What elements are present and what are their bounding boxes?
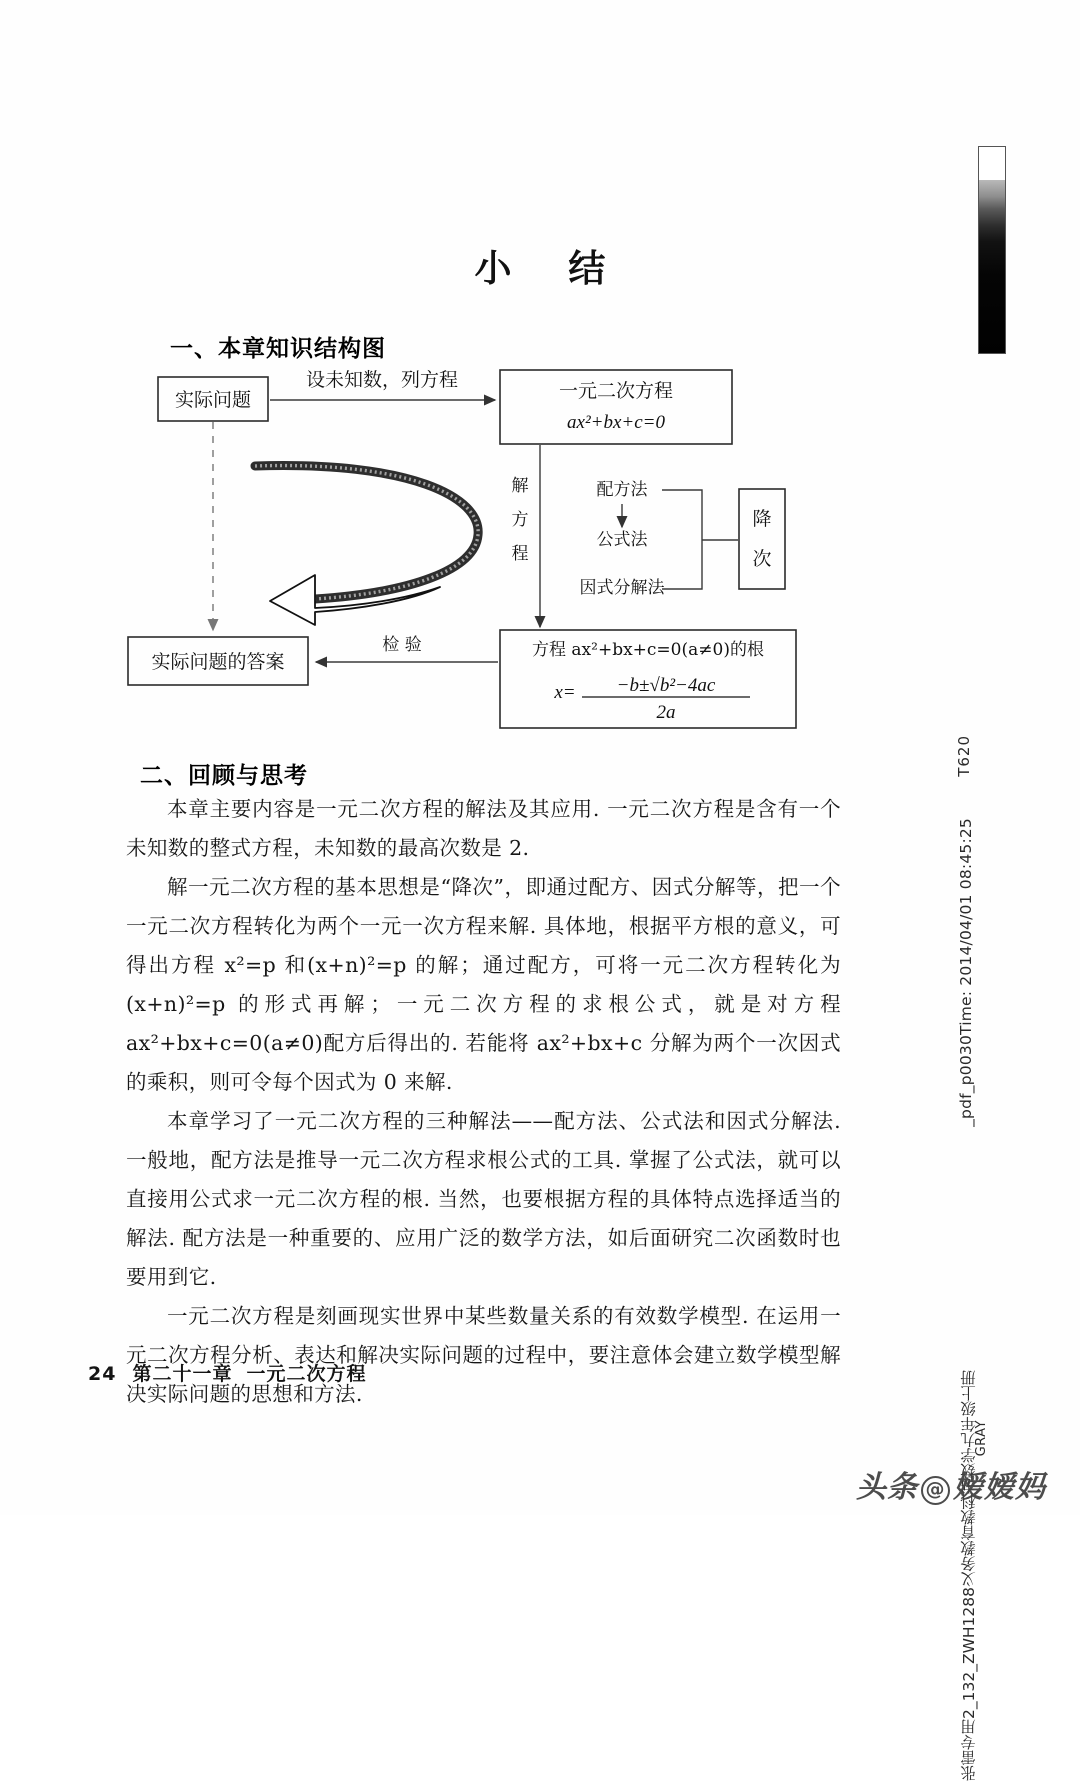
edge-solve-equation-label-char2: 方 xyxy=(511,510,529,530)
grayscale-calibration-strip xyxy=(978,146,1006,354)
scan-owner-label: 张雷专用2_132_ZWH1288义务教育教科书数学九年级上册 xyxy=(960,1370,978,1781)
scan-code-label: T620 xyxy=(955,735,973,777)
node-quadratic-equation-formula: ax²+bx+c=0 xyxy=(567,412,665,433)
section-heading-review-and-reflect: 二、回顾与思考 xyxy=(140,763,308,789)
watermark xyxy=(856,1462,1046,1506)
scan-identifier-label: _pdf_p0030Time: 2014/04/01 08:45:25 xyxy=(957,818,975,1127)
section-heading-knowledge-structure: 一、本章知识结构图 xyxy=(170,336,386,362)
body-text xyxy=(126,790,841,1414)
page-number: 24 xyxy=(88,1363,117,1385)
edge-set-unknown-label: 设未知数，列方程 xyxy=(305,369,459,391)
paragraph-3: 本章学习了一元二次方程的三种解法——配方法、公式法和因式分解法. 一般地，配方法是推导一元二次方程求根公式的工具. 掌握了公式法，就可以直接用公式求一元二次方程的根. 当然，也要根据方程的具体特点选择适当的解法. 配方法是一种重要的、应用广泛的数学方法，如后面研究二次函数时也要用到它. xyxy=(126,1109,841,1289)
edge-solve-equation-label-char3: 程 xyxy=(511,544,529,564)
page-title: 小 结 xyxy=(474,246,628,290)
watermark-source: 头条 xyxy=(856,1470,918,1505)
footer-chapter: 第二十一章 xyxy=(132,1363,233,1385)
watermark-handle: 嫒嫒妈 xyxy=(953,1470,1046,1505)
node-reduce-degree-char2: 次 xyxy=(752,548,772,570)
at-sign-icon: @ xyxy=(921,1476,950,1505)
curved-swoosh-arrow xyxy=(255,466,478,625)
node-quadratic-equation-title: 一元二次方程 xyxy=(558,380,674,402)
edge-verify-label: 检 验 xyxy=(382,635,422,655)
node-roots-title: 方程 ax²+bx+c=0(a≠0)的根 xyxy=(532,640,764,660)
scan-color-mode-label: GRAY xyxy=(974,1420,989,1457)
paragraph-4: 一元二次方程是刻画现实世界中某些数量关系的有效数学模型. 在运用一元二次方程分析、表达和解决实际问题的过程中，要注意体会建立数学模型解决实际问题的思想和方法. xyxy=(126,1304,841,1406)
edge-solve-equation-label-char1: 解 xyxy=(511,476,529,496)
method-label-2: 因式分解法 xyxy=(579,578,665,598)
method-label-1: 公式法 xyxy=(596,530,648,550)
paragraph-1: 本章主要内容是一元二次方程的解法及其应用. 一元二次方程是含有一个未知数的整式方程，未知数的最高次数是 2. xyxy=(126,797,841,860)
node-answer-label: 实际问题的答案 xyxy=(151,651,285,673)
node-real-problem-label: 实际问题 xyxy=(174,389,252,411)
node-reduce-degree-char1: 降 xyxy=(752,508,772,530)
methods-bracket xyxy=(662,490,702,589)
method-label-0: 配方法 xyxy=(596,480,648,500)
node-roots-denominator: 2a xyxy=(656,702,676,723)
node-roots-numerator: −b±√b²−4ac xyxy=(616,675,716,696)
knowledge-structure-diagram xyxy=(110,365,870,740)
node-reduce-degree-box xyxy=(739,489,785,589)
page-footer xyxy=(88,1359,366,1386)
node-roots-lhs: x= xyxy=(554,682,576,703)
footer-chapter-topic: 一元二次方程 xyxy=(246,1363,367,1385)
paragraph-2: 解一元二次方程的基本思想是“降次”，即通过配方、因式分解等，把一个一元二次方程转化为两个一元一次方程来解. 具体地，根据平方根的意义，可得出方程 x²=p 和(x+n)²=p 的解；通过配方，可将一元二次方程转化为(x+n)²=p 的形式再解；一元二次方程的求根公式，就是对方程 ax²+bx+c=0(a≠0)配方后得出的. 若能将 ax²+bx+c 分解为两个一次因式的乘积，则可令每个因式为 0 来解. xyxy=(126,875,841,1094)
